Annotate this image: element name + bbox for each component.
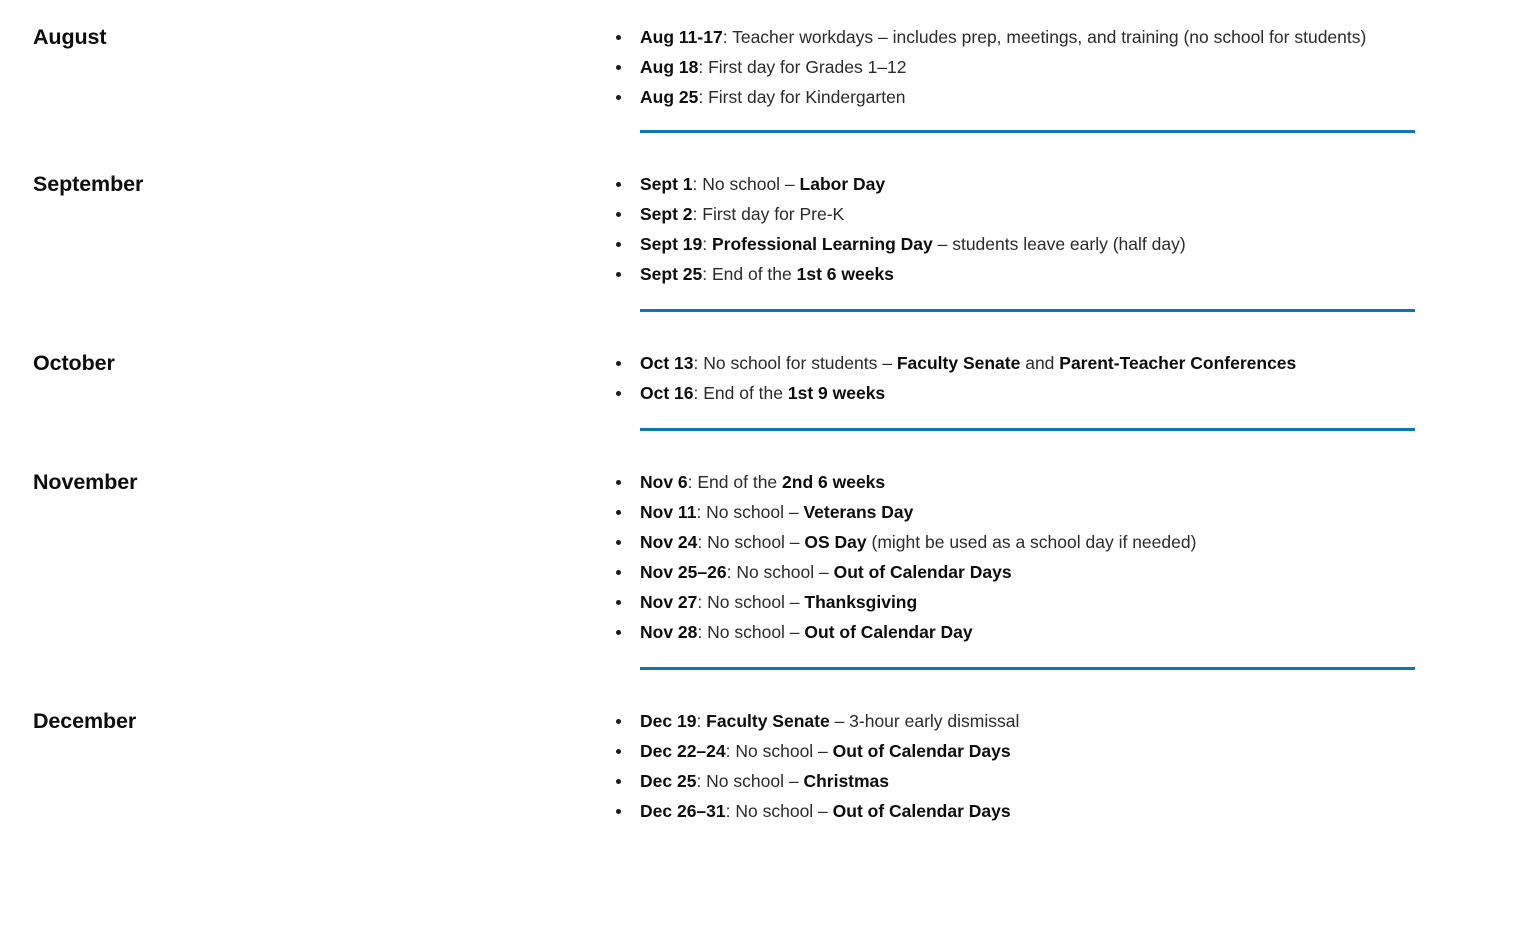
month-events-column [608, 706, 1536, 826]
event-date: Dec 22–24 [640, 741, 726, 761]
divider-spacer [0, 130, 640, 133]
month-heading: December [33, 709, 137, 733]
event-description: : No school – [692, 174, 800, 194]
month-heading: August [33, 25, 107, 49]
event-item [608, 22, 1516, 52]
event-highlight: Faculty Senate [706, 711, 830, 731]
after-divider-spacer [0, 431, 1536, 467]
divider-spacer [0, 667, 640, 670]
event-date: Aug 25 [640, 87, 699, 107]
event-date: Nov 27 [640, 592, 698, 612]
month-section [0, 348, 1536, 408]
event-highlight: 2nd 6 weeks [782, 472, 886, 492]
event-description: : End of the [693, 383, 788, 403]
event-list [608, 22, 1516, 112]
event-list [608, 169, 1516, 289]
event-date: Aug 18 [640, 57, 699, 77]
month-events-column [608, 348, 1536, 408]
event-description: : First day for Pre-K [692, 204, 845, 224]
event-description: : No school – [696, 771, 804, 791]
section-spacer [0, 647, 1536, 667]
event-list [608, 706, 1516, 826]
event-description: : [702, 234, 712, 254]
event-description: : Teacher workdays – includes prep, meetings, and training (no school for students) [722, 27, 1367, 47]
event-description: (might be used as a school day if needed) [866, 532, 1197, 552]
event-description: : No school – [725, 741, 833, 761]
month-events-column [608, 22, 1536, 112]
event-item [608, 766, 1516, 796]
event-date: Sept 1 [640, 174, 693, 194]
event-date: Oct 13 [640, 353, 694, 373]
event-description: : End of the [702, 264, 797, 284]
event-date: Nov 11 [640, 502, 697, 522]
event-highlight: Parent-Teacher Conferences [1059, 353, 1297, 373]
event-description: : First day for Kindergarten [698, 87, 906, 107]
event-highlight: Out of Calendar Day [804, 622, 973, 642]
event-date: Oct 16 [640, 383, 694, 403]
month-section [0, 467, 1536, 647]
month-heading: September [33, 172, 144, 196]
month-heading: November [33, 470, 138, 494]
event-highlight: Professional Learning Day [711, 234, 933, 254]
event-highlight: Faculty Senate [896, 353, 1021, 373]
event-description: – students leave early (half day) [932, 234, 1186, 254]
month-name-column [0, 169, 608, 199]
month-name-column [0, 22, 608, 52]
event-item [608, 169, 1516, 199]
event-highlight: Thanksgiving [804, 592, 918, 612]
month-section [0, 22, 1536, 112]
event-list [608, 467, 1516, 647]
event-description: and [1020, 353, 1060, 373]
event-date: Nov 28 [640, 622, 698, 642]
event-description: : [696, 711, 707, 731]
after-divider-spacer [0, 312, 1536, 348]
event-description: : No school for students – [693, 353, 897, 373]
section-divider-row [0, 130, 1536, 133]
event-highlight: Veterans Day [803, 502, 914, 522]
section-divider [640, 130, 1415, 133]
event-highlight: Out of Calendar Days [833, 562, 1012, 582]
event-date: Dec 25 [640, 771, 697, 791]
event-item [608, 557, 1516, 587]
divider-spacer [0, 309, 640, 312]
event-highlight: 1st 6 weeks [796, 264, 894, 284]
event-highlight: Out of Calendar Days [832, 801, 1011, 821]
event-item [608, 617, 1516, 647]
event-highlight: Out of Calendar Days [832, 741, 1011, 761]
event-highlight: OS Day [804, 532, 867, 552]
event-highlight: Christmas [803, 771, 890, 791]
event-description: : End of the [687, 472, 783, 492]
after-divider-spacer [0, 670, 1536, 706]
section-spacer [0, 408, 1536, 428]
event-item [608, 467, 1516, 497]
divider-spacer [0, 428, 640, 431]
event-description: : No school – [697, 532, 805, 552]
event-description: : First day for Grades 1–12 [698, 57, 907, 77]
section-divider [640, 667, 1415, 670]
month-section [0, 169, 1536, 289]
event-date: Aug 11-17 [640, 27, 723, 47]
section-divider-row [0, 667, 1536, 670]
section-divider [640, 428, 1415, 431]
event-date: Sept 2 [640, 204, 693, 224]
event-description: : No school – [696, 502, 804, 522]
event-date: Nov 25–26 [640, 562, 727, 582]
event-item [608, 587, 1516, 617]
month-events-column [608, 467, 1536, 647]
event-date: Nov 24 [640, 532, 698, 552]
event-highlight: 1st 9 weeks [787, 383, 886, 403]
event-list [608, 348, 1516, 408]
event-date: Dec 26–31 [640, 801, 726, 821]
month-name-column [0, 467, 608, 497]
event-item [608, 82, 1516, 112]
section-divider-row [0, 309, 1536, 312]
event-item [608, 527, 1516, 557]
event-item [608, 706, 1516, 736]
month-heading: October [33, 351, 115, 375]
event-date: Dec 19 [640, 711, 697, 731]
section-spacer [0, 289, 1536, 309]
month-events-column [608, 169, 1536, 289]
month-name-column [0, 706, 608, 736]
event-date: Sept 19 [640, 234, 703, 254]
event-date: Nov 6 [640, 472, 688, 492]
event-description: : No school – [697, 592, 805, 612]
section-divider [640, 309, 1415, 312]
event-item [608, 52, 1516, 82]
event-description: : No school – [726, 562, 834, 582]
month-name-column [0, 348, 608, 378]
event-highlight: Labor Day [799, 174, 886, 194]
event-item [608, 199, 1516, 229]
event-item [608, 497, 1516, 527]
section-spacer [0, 112, 1536, 130]
event-item [608, 229, 1516, 259]
event-item [608, 259, 1516, 289]
after-divider-spacer [0, 133, 1536, 169]
event-description: : No school – [725, 801, 833, 821]
event-description: : No school – [697, 622, 805, 642]
month-section [0, 706, 1536, 826]
event-date: Sept 25 [640, 264, 703, 284]
event-description: – 3-hour early dismissal [829, 711, 1020, 731]
section-divider-row [0, 428, 1536, 431]
event-item [608, 736, 1516, 766]
event-item [608, 378, 1516, 408]
event-item [608, 796, 1516, 826]
event-item [608, 348, 1516, 378]
